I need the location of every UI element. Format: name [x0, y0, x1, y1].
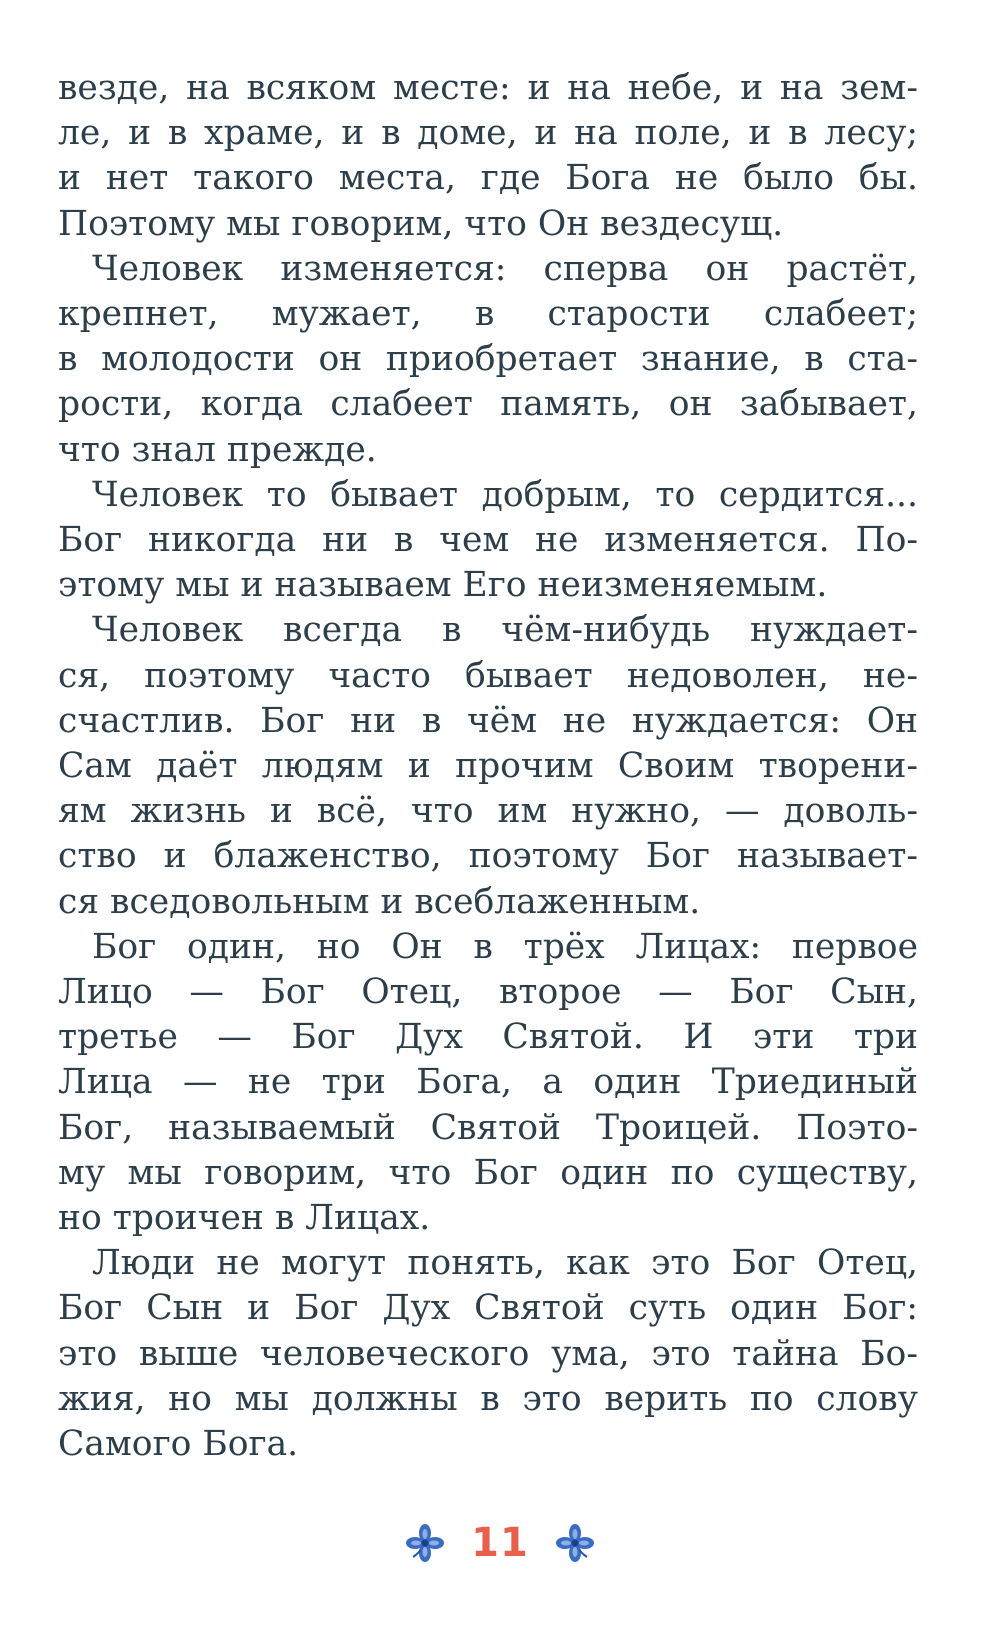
text-line: ство и блаженство, поэтому Бог называет-: [58, 836, 918, 877]
flower-icon: [405, 1523, 445, 1563]
text-line: везде, на всяком месте: и на небе, и на зем-: [58, 68, 918, 108]
text-line: ся вседовольным и всеблаженным.: [58, 881, 701, 922]
text-line: ле, и в храме, и в доме, и на поле, и в лесу;: [58, 113, 918, 154]
text-line: Человек всегда в чём-нибудь нуждает-: [92, 610, 918, 651]
paragraph: [58, 66, 918, 247]
page-footer: [0, 1513, 1000, 1573]
text-line: в молодости он приобретает знание, в ста-: [58, 339, 918, 380]
text-line: Лицо — Бог Отец, второе — Бог Сын,: [58, 972, 918, 1013]
text-line: Бог один, но Он в трёх Лицах: первое: [92, 926, 918, 967]
paragraph: [58, 473, 918, 609]
text-line: крепнет, мужает, в старости слабеет;: [58, 294, 918, 335]
text-line: ям жизнь и всё, что им нужно, — доволь-: [58, 791, 918, 832]
text-line: Поэтому мы говорим, что Он вездесущ.: [58, 203, 784, 244]
flower-icon: [555, 1523, 595, 1563]
text-line: Бог, называемый Святой Троицей. Поэто-: [58, 1107, 918, 1148]
text-line: счастлив. Бог ни в чём не нуждается: Он: [58, 700, 918, 741]
paragraph: [58, 925, 918, 1241]
text-line: Лица — не три Бога, а один Триединый: [58, 1062, 918, 1103]
text-line: Самого Бога.: [58, 1424, 299, 1465]
text-line: что знал прежде.: [58, 429, 377, 470]
text-line: этому мы и называем Его неизменяемым.: [58, 565, 828, 606]
text-line: Человек изменяется: сперва он растёт,: [92, 248, 918, 289]
text-line: рости, когда слабеет память, он забывает,: [58, 384, 918, 425]
text-line: Человек то бывает добрым, то сердится...: [92, 474, 918, 515]
paragraph: [58, 608, 918, 924]
text-line: Люди не могут понять, как это Бог Отец,: [92, 1243, 918, 1284]
text-line: жия, но мы должны в это верить по слову: [58, 1378, 918, 1419]
text-line: но троичен в Лицах.: [58, 1198, 431, 1239]
text-line: и нет такого места, где Бога не было бы.: [58, 158, 918, 199]
paragraph: [58, 1241, 918, 1467]
page-body: [58, 66, 918, 1467]
page-number: 11: [471, 1520, 529, 1566]
text-line: это выше человеческого ума, это тайна Бо-: [58, 1333, 918, 1374]
text-line: Бог Сын и Бог Дух Святой суть один Бог:: [58, 1288, 918, 1329]
text-line: Сам даёт людям и прочим Своим творени-: [58, 746, 918, 787]
text-line: му мы говорим, что Бог один по существу,: [58, 1152, 918, 1193]
text-line: третье — Бог Дух Святой. И эти три: [58, 1017, 918, 1058]
text-line: Бог никогда ни в чем не изменяется. По-: [58, 520, 918, 561]
paragraph: [58, 247, 918, 473]
text-line: ся, поэтому часто бывает недоволен, не-: [58, 655, 918, 696]
